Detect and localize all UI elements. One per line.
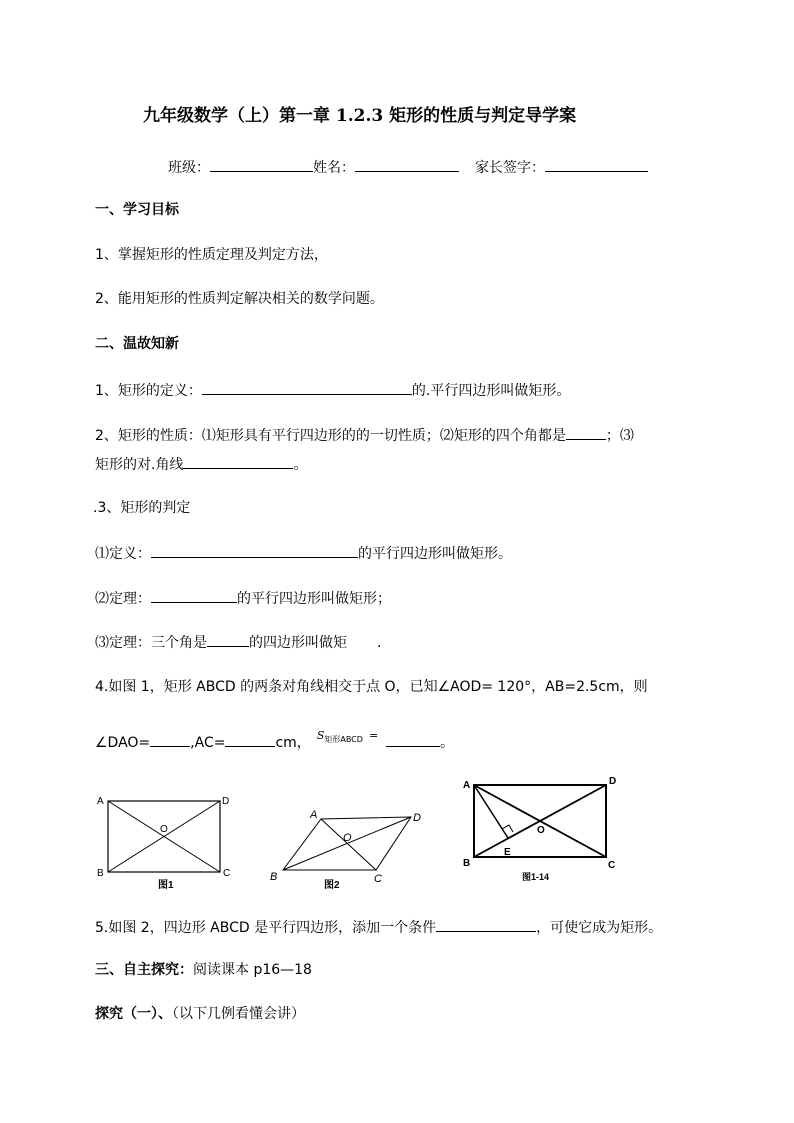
fig3-label-c: C xyxy=(608,860,616,871)
definition-prefix: 1、矩形的定义： xyxy=(95,383,202,399)
explore-heading-bold: 三、自主探究： xyxy=(95,962,193,978)
judge2-suffix: 的平行四边形叫做矩形； xyxy=(237,591,391,607)
judge1-prefix: ⑴定义： xyxy=(95,546,151,562)
judge2-blank[interactable] xyxy=(151,588,237,603)
judge-definition-line xyxy=(95,543,512,563)
fig3-label-b: B xyxy=(463,858,471,869)
property-text: 2、矩形的性质：⑴矩形具有平行四边形的的一切性质；⑵矩形的四个角都是 xyxy=(95,428,566,444)
student-info-line xyxy=(168,157,648,177)
figure-1-rectangle xyxy=(94,793,239,893)
area-symbol xyxy=(317,727,378,743)
section-heading-explore xyxy=(95,961,312,979)
explore-one-bold: 探究（一）、 xyxy=(95,1006,172,1022)
fig1-caption: 图1 xyxy=(158,880,174,891)
judge3-blank[interactable] xyxy=(207,632,249,647)
area-subscript: 矩形ABCD xyxy=(324,735,363,744)
class-label: 班级： xyxy=(168,160,210,176)
cm-label: cm， xyxy=(275,735,311,751)
fig1-label-b: B xyxy=(97,868,104,879)
judge3-suffix: 的四边形叫做矩 xyxy=(249,635,347,651)
question-5-line xyxy=(95,917,662,937)
judge1-suffix: 的平行四边形叫做矩形。 xyxy=(358,546,512,562)
dao-blank[interactable] xyxy=(150,732,190,747)
fig3-label-o: O xyxy=(537,825,545,836)
class-blank[interactable] xyxy=(210,157,313,172)
fig1-label-d: D xyxy=(222,796,230,807)
explore-one-line xyxy=(95,1005,305,1023)
goal-item-1: 1、掌握矩形的性质定理及判定方法， xyxy=(95,247,328,263)
fig2-label-c: C xyxy=(374,873,382,885)
area-blank[interactable] xyxy=(386,732,440,747)
name-blank[interactable] xyxy=(355,157,459,172)
fig2-label-a: A xyxy=(310,809,318,821)
question-4-line-2 xyxy=(95,729,455,754)
diagonal-blank[interactable] xyxy=(183,454,293,469)
ac-label: ,AC= xyxy=(190,735,226,751)
property-line-2 xyxy=(95,454,307,474)
definition-suffix: 的.平行四边形叫做矩形。 xyxy=(411,383,571,399)
judge-theorem-line-1 xyxy=(95,588,391,608)
ac-blank[interactable] xyxy=(225,732,275,747)
fig2-label-d: D xyxy=(413,812,421,824)
fig1-label-c: C xyxy=(223,868,231,879)
q5-suffix: ，可使它成为矩形。 xyxy=(536,920,663,936)
fig1-label-o: O xyxy=(160,824,168,835)
fig3-label-e: E xyxy=(504,847,511,858)
property-line-1 xyxy=(95,425,634,445)
fig1-label-a: A xyxy=(97,796,104,807)
section-heading-goals: 一、学习目标 xyxy=(95,202,179,218)
parent-signature-label: 家长签字： xyxy=(475,160,545,176)
question-4-line-1: 4.如图 1，矩形 ABCD 的两条对角线相交于点 O，已知∠AOD= 120°，AB=2.5cm，则 xyxy=(95,679,648,695)
fig2-diagonal-ac xyxy=(321,819,376,870)
judge-heading: .3、矩形的判定 xyxy=(93,500,191,516)
q5-blank[interactable] xyxy=(436,917,536,932)
figure-2-parallelogram xyxy=(266,803,436,893)
fig2-label-o: O xyxy=(343,832,352,844)
dao-label: ∠DAO= xyxy=(95,735,151,751)
fig2-label-b: B xyxy=(270,871,278,883)
fig3-caption: 图1-14 xyxy=(522,872,550,882)
goal-item-2: 2、能用矩形的性质判定解决相关的数学问题。 xyxy=(95,291,384,307)
fig3-label-a: A xyxy=(463,780,471,791)
parent-signature-blank[interactable] xyxy=(545,157,648,172)
angle-blank[interactable] xyxy=(566,425,606,440)
q5-prefix: 5.如图 2，四边形 ABCD 是平行四边形，添加一个条件 xyxy=(95,920,437,936)
diagonal-prefix: 矩形的对.角线 xyxy=(95,457,184,473)
judge3-end: . xyxy=(377,635,382,651)
judge2-prefix: ⑵定理： xyxy=(95,591,151,607)
fig2-caption: 图2 xyxy=(324,880,340,891)
fig3-label-d: D xyxy=(609,776,617,787)
q4-end: 。 xyxy=(440,735,455,751)
page-title: 九年级数学（上）第一章 1.2.3 矩形的性质与判定导学案 xyxy=(143,106,577,126)
area-s: S xyxy=(316,729,325,742)
judge-theorem-line-2 xyxy=(95,632,381,652)
area-equals: = xyxy=(368,729,379,742)
definition-blank[interactable] xyxy=(202,380,412,395)
fig3-altitude-ae xyxy=(474,785,508,838)
section-heading-review: 二、温故知新 xyxy=(95,336,179,352)
judge3-prefix: ⑶定理：三个角是 xyxy=(95,635,207,651)
explore-heading-rest: 阅读课本 p16—18 xyxy=(193,962,312,978)
explore-one-rest: （以下几例看懂会讲） xyxy=(172,1006,305,1022)
name-label: 姓名： xyxy=(313,160,355,176)
diagonal-end: 。 xyxy=(293,457,308,473)
definition-line xyxy=(95,380,570,400)
judge1-blank[interactable] xyxy=(151,543,358,558)
figure-1-14-rectangle xyxy=(458,773,626,885)
property-end: ；⑶ xyxy=(605,428,634,444)
